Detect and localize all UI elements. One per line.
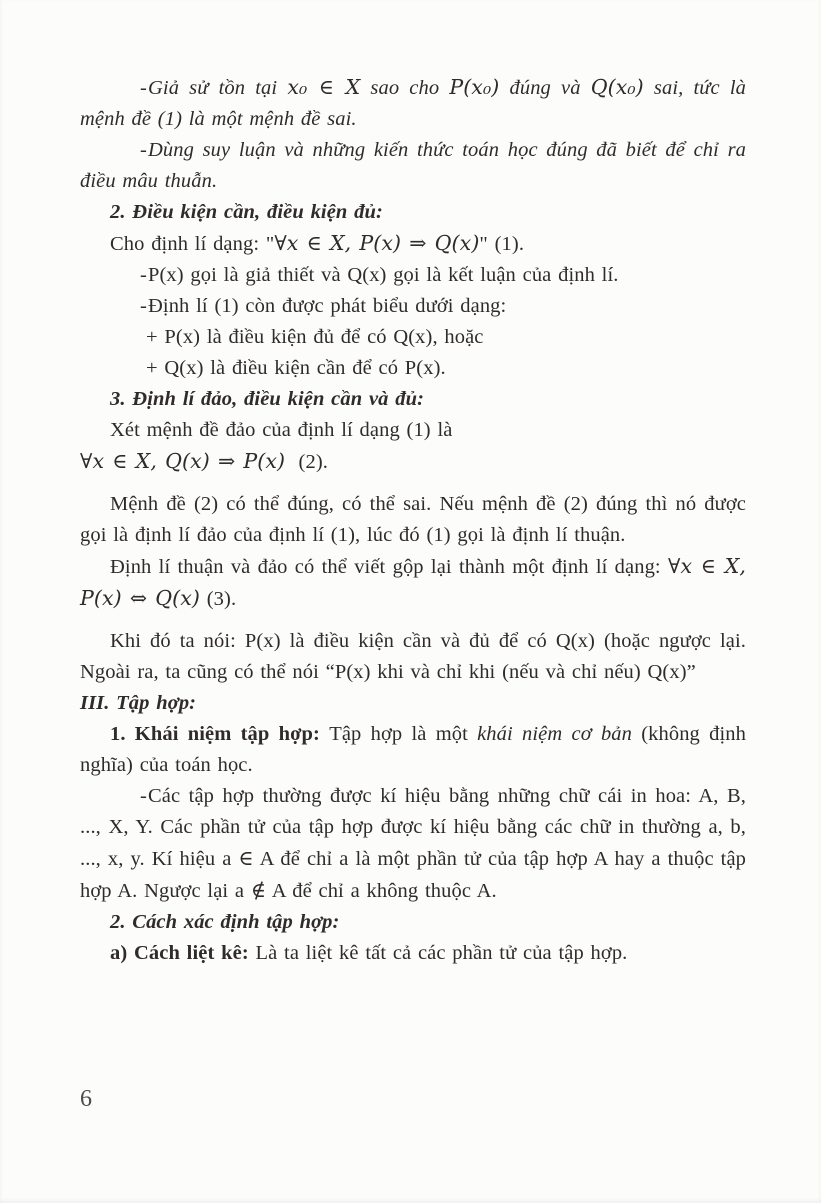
body-paragraph [80, 260, 746, 291]
text-segment: ∀x ∈ X, Q(x) ⇒ P(x) [80, 449, 286, 473]
text-segment: x₀ ∈ X [287, 75, 361, 99]
body-paragraph [80, 446, 746, 478]
body-paragraph [80, 626, 746, 688]
text-segment: Định lí (1) còn được phát biểu dưới dạng: [148, 295, 507, 317]
document-body [80, 72, 746, 969]
text-segment: 2. Cách xác định tập hợp: [110, 911, 340, 933]
text-segment: ∉ [250, 878, 267, 902]
body-paragraph [80, 489, 746, 551]
text-segment: 1. Khái niệm tập hợp: [110, 723, 330, 745]
text-segment: 3. Định lí đảo, điều kiện cần và đủ: [110, 388, 425, 410]
text-segment: a) Cách liệt kê: [110, 942, 256, 964]
text-segment: sai, tức là mệnh đề (1) là một mệnh đề sai. [80, 77, 746, 130]
body-paragraph [80, 72, 746, 135]
text-segment: Giả sử tồn tại [148, 77, 288, 99]
text-segment: Tập hợp là một [329, 723, 478, 745]
text-segment: P(x) gọi là giả thiết và Q(x) gọi là kết luận của định lí. [148, 264, 619, 286]
body-paragraph [80, 719, 746, 781]
body-paragraph [146, 322, 746, 353]
text-segment: Khi đó ta nói: P(x) là điều kiện cần và đủ để có Q(x) (hoặc ngược lại. Ngoài ra, ta cũng có thể nói “P(x) khi và chỉ khi (nếu và chỉ nếu) Q(x)” [80, 630, 746, 683]
body-paragraph [80, 551, 746, 615]
heading-paragraph [80, 197, 746, 228]
text-segment: P(x₀) [449, 75, 500, 99]
text-segment: Mệnh đề (2) có thể đúng, có thể sai. Nếu mệnh đề (2) đúng thì nó được gọi là định lí đảo của định lí (1), lúc đó (1) gọi là định lí thuận. [80, 493, 746, 546]
heading-paragraph [80, 384, 746, 415]
body-paragraph [80, 228, 746, 260]
text-segment: Định lí thuận và đảo có thể viết gộp lại thành một định lí dạng: [110, 556, 668, 578]
list-dash-marker: - [140, 785, 147, 807]
text-segment: sao cho [360, 77, 450, 99]
text-segment: Dùng suy luận và những kiến thức toán học đúng đã biết để chỉ ra điều mâu thuẫn. [80, 139, 746, 192]
heading-paragraph [80, 907, 746, 938]
heading-paragraph [80, 688, 746, 719]
text-segment: Là ta liệt kê tất cả các phần tử của tập hợp. [255, 942, 628, 964]
text-segment: + P(x) là điều kiện đủ để có Q(x), hoặc [146, 326, 484, 348]
list-dash-marker: - [140, 264, 147, 286]
text-segment: (2). [285, 451, 328, 473]
list-dash-marker: - [140, 77, 147, 99]
body-paragraph [80, 291, 746, 322]
text-segment: A để chỉ a không thuộc A. [266, 880, 497, 902]
text-segment: (3). [200, 588, 237, 610]
body-paragraph [80, 938, 746, 969]
text-segment: khái niệm cơ bản [477, 723, 642, 745]
text-segment: Q(x₀) [590, 75, 644, 99]
text-segment: ∈ [238, 846, 254, 870]
text-segment: Cho định lí dạng: " [110, 233, 275, 255]
body-paragraph [80, 415, 746, 446]
text-segment: " (1). [479, 233, 525, 255]
text-segment: A để chỉ a là một phần tử của tập hợp A hay a thuộc tập hợp A. Ngược lại a [80, 848, 746, 902]
text-segment: (không định nghĩa) của toán học. [80, 723, 746, 776]
body-paragraph [146, 353, 746, 384]
list-dash-marker: - [140, 295, 147, 317]
text-segment: Xét mệnh đề đảo của định lí dạng (1) là [110, 419, 453, 441]
text-segment: Các tập hợp thường được kí hiệu bằng những chữ cái in hoa: A, B, ..., X, Y. Các phần tử của tập hợp được kí hiệu bằng các chữ in thường a, b, ..., x, y. Kí hiệu a [80, 785, 746, 870]
body-paragraph [80, 135, 746, 197]
text-segment: + Q(x) là điều kiện cần để có P(x). [146, 357, 446, 379]
text-segment: 2. Điều kiện cần, điều kiện đủ: [110, 201, 383, 223]
text-segment: đúng và [499, 77, 591, 99]
list-dash-marker: - [140, 139, 147, 161]
page-number: 6 [80, 1086, 92, 1112]
text-segment: III. Tập hợp: [80, 692, 197, 714]
text-segment: ∀x ∈ X, P(x) ⇒ Q(x) [274, 231, 480, 255]
text-segment: ∀x ∈ X, P(x) ⇔ Q(x) [80, 554, 747, 610]
body-paragraph [80, 781, 746, 907]
